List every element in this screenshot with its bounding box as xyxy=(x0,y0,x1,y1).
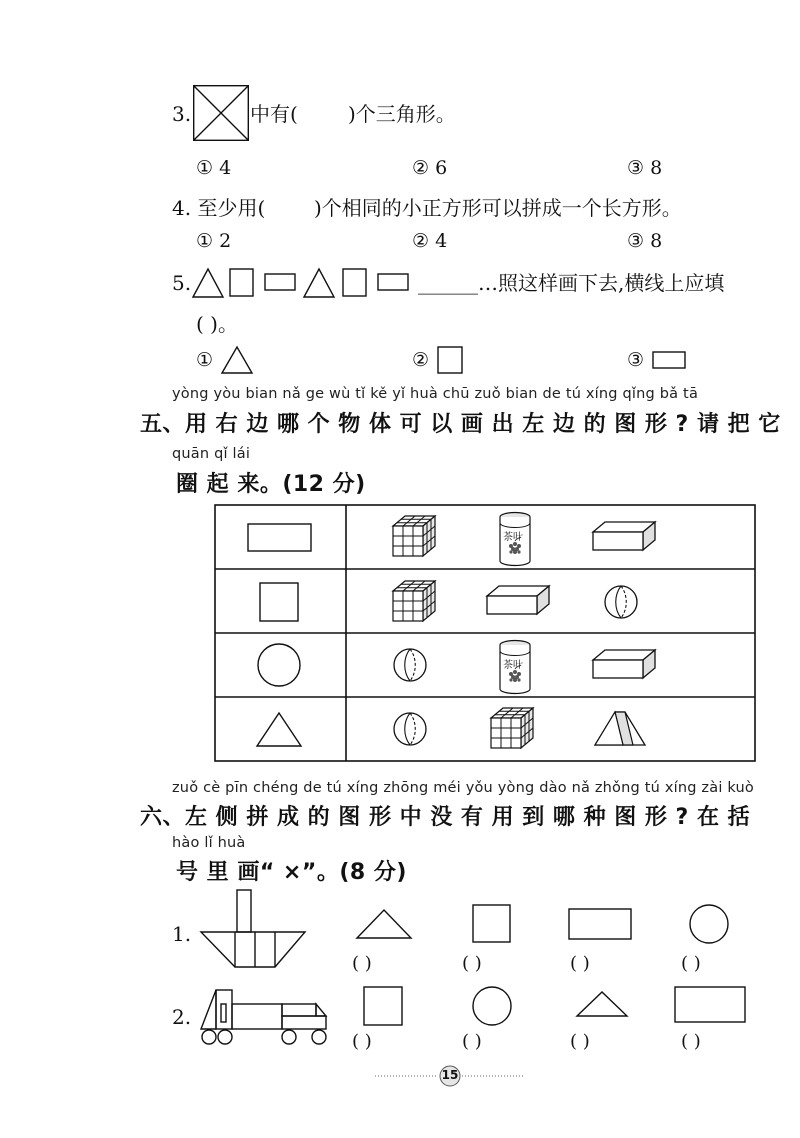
item1-number: 1. xyxy=(172,922,192,946)
item2-answer-paren-4[interactable]: ( ) xyxy=(681,1031,701,1052)
item1-rectangle-option xyxy=(569,909,631,939)
item1-square-option xyxy=(473,905,510,942)
q5-option-2-label: ② xyxy=(412,349,430,371)
q3-text-after: )个三角形。 xyxy=(348,102,456,126)
q5-text-after: ______…照这样画下去,横线上应填 xyxy=(418,271,725,295)
row1-tea-can-label: 茶叶 xyxy=(503,532,523,543)
boat-composite-figure xyxy=(201,890,305,967)
item2-rectangle-option xyxy=(675,987,745,1022)
q3-text-before: 中有( xyxy=(250,102,298,126)
q3-number: 3. xyxy=(172,102,192,126)
item1-triangle-option xyxy=(357,910,411,938)
section5-title-line2: 圈 起 来。(12 分) xyxy=(176,472,366,497)
item1-answer-paren-3[interactable]: ( ) xyxy=(570,953,590,974)
q3-option-1[interactable]: ① 4 xyxy=(196,157,232,179)
item1-answer-paren-2[interactable]: ( ) xyxy=(462,953,482,974)
item2-square-option xyxy=(364,987,402,1025)
item2-circle-option xyxy=(473,987,511,1025)
item2-answer-paren-3[interactable]: ( ) xyxy=(570,1031,590,1052)
q5-option-3-label: ③ xyxy=(627,349,645,371)
truck-composite-figure xyxy=(201,990,326,1044)
section6-title-line1: 六、左 侧 拼 成 的 图 形 中 没 有 用 到 哪 种 图 形 ? 在 括 xyxy=(140,805,751,830)
q5-number: 5. xyxy=(172,271,192,295)
row3-tea-can-label: 茶叶 xyxy=(503,660,523,671)
section5-pinyin-line1: yòng yòu bian nǎ ge wù tǐ kě yǐ huà chū zuǒ bian de tú xíng qǐng bǎ tā xyxy=(172,386,699,402)
q4-text-after: )个相同的小正方形可以拼成一个长方形。 xyxy=(314,196,682,220)
q3-option-2[interactable]: ② 6 xyxy=(412,157,448,179)
item1-circle-option xyxy=(690,905,728,943)
section5-pinyin-line2: quān qǐ lái xyxy=(172,446,251,462)
item2-triangle-option xyxy=(577,992,627,1016)
q5-line2: ( )。 xyxy=(196,312,238,336)
q3-option-3[interactable]: ③ 8 xyxy=(627,157,663,179)
item1-answer-paren-1[interactable]: ( ) xyxy=(352,953,372,974)
section6-title-line2: 号 里 画“ ×”。(8 分) xyxy=(176,860,407,885)
section5-title-line1: 五、用 右 边 哪 个 物 体 可 以 画 出 左 边 的 图 形 ? 请 把 它 xyxy=(140,412,781,437)
section6-pinyin-line1: zuǒ cè pīn chéng de tú xíng zhōng méi yǒu yòng dào nǎ zhǒng tú xíng zài kuò xyxy=(172,780,754,796)
section6-pinyin-line2: hào lǐ huà xyxy=(172,835,246,851)
q4-option-2[interactable]: ② 4 xyxy=(412,230,448,252)
item2-answer-paren-1[interactable]: ( ) xyxy=(352,1031,372,1052)
q5-option-1-label: ① xyxy=(196,349,214,371)
q4-text-before: 4. 至少用( xyxy=(172,196,266,220)
q4-option-3[interactable]: ③ 8 xyxy=(627,230,663,252)
item1-answer-paren-4[interactable]: ( ) xyxy=(681,953,701,974)
item2-answer-paren-2[interactable]: ( ) xyxy=(462,1031,482,1052)
q4-option-1[interactable]: ① 2 xyxy=(196,230,232,252)
item2-number: 2. xyxy=(172,1005,192,1029)
page-number: 15 xyxy=(441,1068,459,1082)
